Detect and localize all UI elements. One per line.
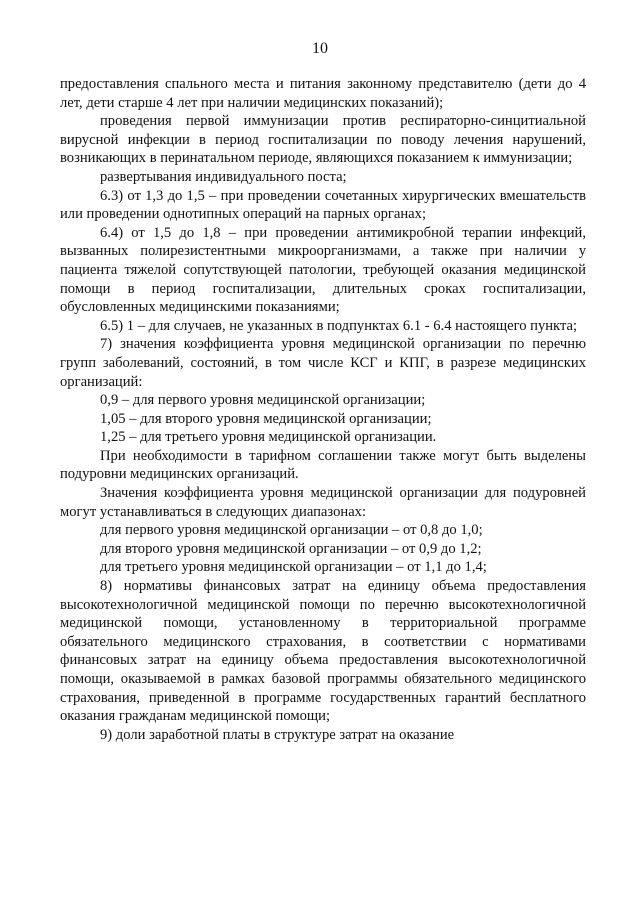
- paragraph: 1,25 – для третьего уровня медицинской организации.: [100, 429, 437, 446]
- paragraph: 6.4) от 1,5 до 1,8 – при проведении антимикробной терапии инфекций, вызванных полирезистентными микроорганизмами, а также при наличии у пациента тяжелой сопутствующей патологии, требующей оказания медицинской помощи в период госпитализации, длительных сроках госпитализации, обусловленных медицинскими показаниями;: [60, 224, 586, 316]
- paragraph: 0,9 – для первого уровня медицинской организации;: [100, 392, 426, 409]
- paragraph: проведения первой иммунизации против респираторно-синцитиальной вирусной инфекции в период госпитализации по поводу лечения нарушений, возникающих в перинатальном периоде, являющихся показанием к иммунизации;: [60, 113, 586, 167]
- paragraph: 6.5) 1 – для случаев, не указанных в подпунктах 6.1 - 6.4 настоящего пункта;: [100, 317, 578, 334]
- paragraph: для третьего уровня медицинской организации – от 1,1 до 1,4;: [100, 559, 487, 576]
- paragraph: 8) нормативы финансовых затрат на единицу объема предоставления высокотехнологичной медицинской помощи по перечню высокотехнологичной медицинской помощи, установленному в территориальной программе обязательного медицинского страхования, в соответствии с нормативами финансовых затрат на единицу объема предоставления высокотехнологичной помощи, оказываемой в рамках базовой программы обязательного медицинского страхования, приведенной в программе государственных гарантий бесплатного оказания гражданам медицинской помощи;: [60, 578, 586, 725]
- paragraph: 9) доли заработной платы в структуре затрат на оказание: [100, 726, 455, 743]
- paragraph: предоставления спального места и питания законному представителю (дети до 4 лет, дети старше 4 лет при наличии медицинских показаний);: [60, 76, 586, 111]
- paragraph: для второго уровня медицинской организации – от 0,9 до 1,2;: [100, 540, 482, 557]
- page-number: 10: [312, 40, 328, 57]
- paragraph: для первого уровня медицинской организации – от 0,8 до 1,0;: [100, 522, 483, 539]
- paragraph: 1,05 – для второго уровня медицинской организации;: [100, 410, 432, 427]
- paragraph: Значения коэффициента уровня медицинской организации для подуровней могут устанавливаться в следующих диапазонах:: [60, 485, 586, 520]
- document-body: [60, 75, 586, 744]
- paragraph: развертывания индивидуального поста;: [100, 168, 347, 185]
- paragraph: 6.3) от 1,3 до 1,5 – при проведении сочетанных хирургических вмешательств или проведении однотипных операций на парных органах;: [60, 187, 586, 223]
- paragraph: При необходимости в тарифном соглашении также могут быть выделены подуровни медицинских организаций.: [60, 447, 586, 483]
- paragraph: 7) значения коэффициента уровня медицинской организации по перечню групп заболеваний, состояний, в том числе КСГ и КПГ, в разрезе медицинских организаций:: [60, 336, 586, 390]
